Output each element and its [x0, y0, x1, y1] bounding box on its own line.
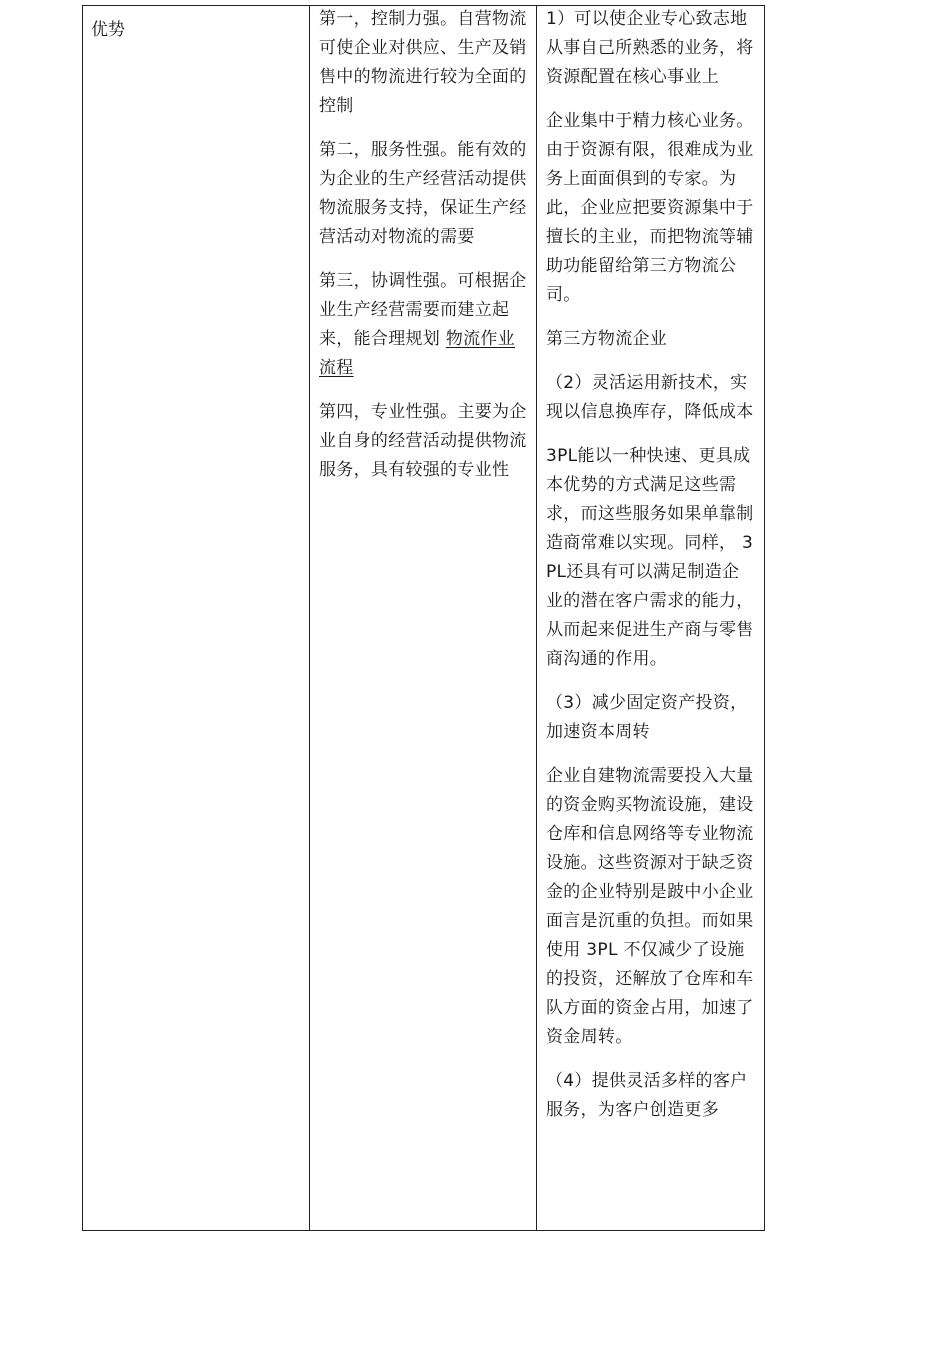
tpl-paragraph-1: 1）可以使企业专心致志地从事自己所熟悉的业务，将资源配置在核心事业上: [546, 9, 754, 87]
self-logistics-paragraph-3: [319, 267, 528, 383]
tpl-paragraph-3: 第三方物流企业: [546, 329, 668, 349]
self-logistics-paragraph-1: 第一，控制力强。自营物流可使企业对供应、生产及销售中的物流进行较为全面的控制: [319, 9, 527, 116]
self-logistics-paragraph-2: 第二，服务性强。能有效的为企业的生产经营活动提供物流服务支持，保证生产经营活动对物流的需要: [319, 140, 527, 247]
self-logistics-paragraph-4: 第四，专业性强。主要为企业自身的经营活动提供物流服务，具有较强的专业性: [319, 402, 527, 480]
self-logistics-paragraph-3-text: 第三，协调性强。可根据企业生产经营需要而建立起来，能合理规划: [319, 271, 527, 349]
tpl-paragraph-7: 企业自建物流需要投入大量的资金购买物流设施，建设仓库和信息网络等专业物流设施。这些资源对于缺乏资金的企业特别是跛中小企业面言是沉重的负担。而如果使用 3PL 不仅减少了设施的投资，还解放了仓库和车队方面的资金占用，加速了资金周转。: [546, 766, 754, 1047]
tpl-paragraph-4: （2）灵活运用新技术，实现以信息换库存，降低成本: [546, 373, 754, 422]
row-label: 优势: [91, 20, 125, 40]
tpl-paragraph-5: 3PL能以一种快速、更具成本优势的方式满足这些需求，而这些服务如果单靠制造商常难以实现。同样， 3PL还具有可以满足制造企业的潜在客户需求的能力，从而起来促进生产商与零售商沟通的作用。: [546, 446, 754, 669]
row-label-cell: [83, 6, 310, 1231]
comparison-table: [82, 5, 765, 1231]
self-logistics-cell: [310, 6, 537, 1231]
tpl-paragraph-8: （4）提供灵活多样的客户服务，为客户创造更多: [546, 1071, 748, 1120]
tpl-paragraph-6: （3）减少固定资产投资，加速资本周转: [546, 693, 748, 742]
tpl-paragraph-2: 企业集中于精力核心业务。由于资源有限，很难成为业务上面面俱到的专家。为此，企业应把要资源集中于擅长的主业，而把物流等辅助功能留给第三方物流公司。: [546, 111, 754, 305]
third-party-logistics-cell: [537, 6, 765, 1231]
table-row: [83, 6, 765, 1231]
logistics-workflow-link[interactable]: 物流作业流程: [319, 329, 516, 378]
